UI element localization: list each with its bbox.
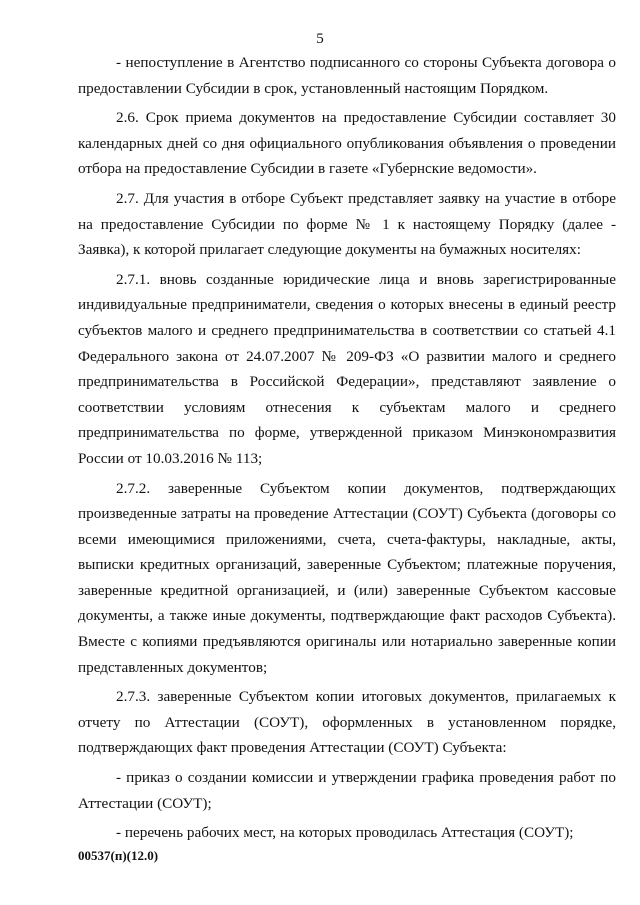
list-item-commission-order: - приказ о создании комиссии и утверждении графика проведения работ по Аттестации (СОУТ); bbox=[78, 769, 616, 812]
paragraph-2-7-1: 2.7.1. вновь созданные юридические лица и вновь зарегистрированные индивидуальные предприниматели, сведения о которых внесены в единый реестр субъектов малого и среднего предпринимательства в соответствии со статьей 4.1 Федерального закона от 24.07.2007 № 209-ФЗ «О развитии малого и среднего предпринимательства в Российской Федерации», представляют заявление о соответствии условиям отнесения к субъектам малого и среднего предпринимательства по форме, утвержденной приказом Минэкономразвития России от 10.03.2016 № 113; bbox=[78, 270, 616, 467]
paragraph-2-7: 2.7. Для участия в отборе Субъект представляет заявку на участие в отборе на предоставление Субсидии по форме № 1 к настоящему Порядку (далее - Заявка), к которой прилагает следующие документы на бумажных носителях: bbox=[78, 189, 616, 259]
paragraph-non-receipt: - непоступление в Агентство подписанного со стороны Субъекта договора о предоставлении Субсидии в срок, установленный настоящим Порядком. bbox=[78, 54, 616, 97]
document-body bbox=[78, 50, 616, 846]
paragraph-2-6: 2.6. Срок приема документов на предоставление Субсидии составляет 30 календарных дней со дня официального опубликования объявления о проведении отбора на предоставление Субсидии в газете «Губернские ведомости». bbox=[78, 109, 616, 178]
page-number: 5 bbox=[316, 31, 324, 47]
paragraph-2-7-3: 2.7.3. заверенные Субъектом копии итоговых документов, прилагаемых к отчету по Аттестации (СОУТ), оформленных в установленном порядке, подтверждающих факт проведения Аттестации (СОУТ) Субъекта: bbox=[78, 688, 616, 757]
document-code: 00537(п)(12.0) bbox=[78, 848, 159, 863]
list-item-workplaces: - перечень рабочих мест, на которых проводилась Аттестация (СОУТ); bbox=[116, 824, 574, 842]
paragraph-2-7-2: 2.7.2. заверенные Субъектом копии документов, подтверждающих произведенные затраты на проведение Аттестации (СОУТ) Субъекта (договоры со всеми имеющимися приложениями, счета, счета-фактуры, накладные, акты, выписки кредитных организаций, заверенные Субъектом; платежные поручения, заверенные кредитной организацией, и (или) заверенные Субъектом кассовые документы, а также иные документы, подтверждающие факт расходов Субъекта). Вместе с копиями предъявляются оригиналы или нотариально заверенные копии представленных документов; bbox=[78, 479, 616, 676]
